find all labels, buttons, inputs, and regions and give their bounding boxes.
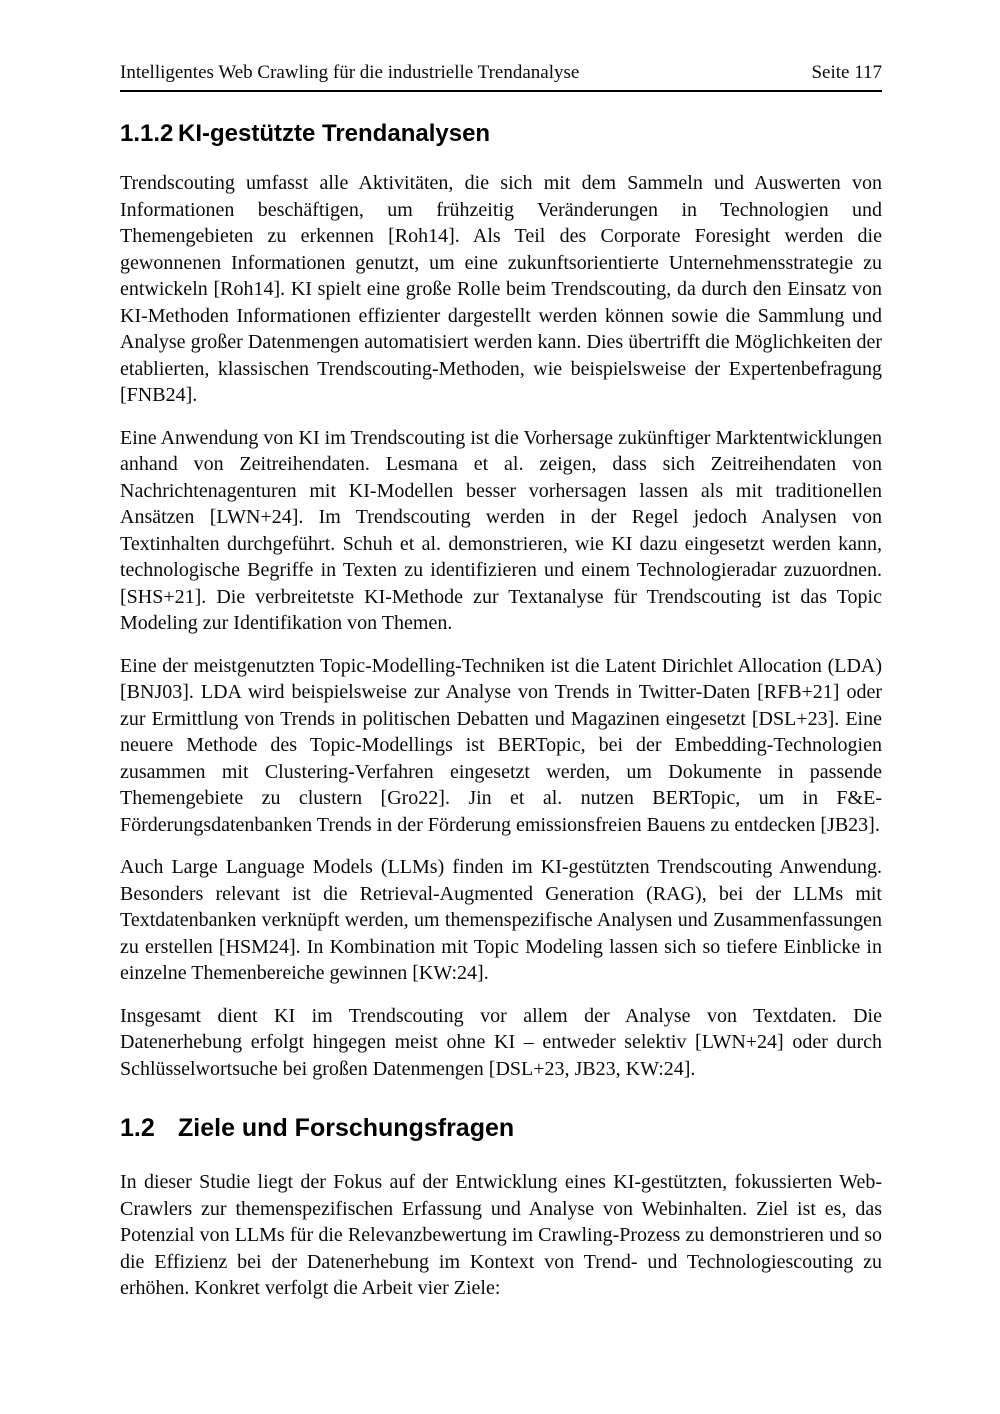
- paragraph: In dieser Studie liegt der Fokus auf der Entwicklung eines KI-gestützten, fokussierten Web-Crawlers zur themenspezifischen Erfassung und Analyse von Webinhalten. Ziel ist es, das Potenzial von LLMs für die Relevanzbewertung im Crawling-Prozess zu demonstrieren und so die Effizienz bei der Datenerhebung im Kontext von Trend- und Technologiescouting zu erhöhen. Konkret verfolgt die Arbeit vier Ziele:: [120, 1171, 882, 1299]
- section-heading-1-2: [120, 1114, 882, 1143]
- page-content: [120, 120, 882, 1302]
- paragraph: Eine Anwendung von KI im Trendscouting ist die Vorhersage zukünftiger Marktentwicklungen anhand von Zeitreihendaten. Lesmana et al. zeigen, dass sich Zeitreihendaten von Nachrichtenagenturen mit KI-Modellen besser vorhersagen lassen als mit traditionellen Ansätzen [LWN+24]. Im Trendscouting werden in der Regel jedoch Analysen von Textinhalten durchgeführt. Schuh et al. demonstrieren, wie KI dazu eingesetzt werden kann, technologische Begriffe in Texten zu identifizieren und einem Technologieradar zuzuordnen. [SHS+21]. Die verbreitetste KI-Methode zur Textanalyse für Trendscouting ist das Topic Modeling zur Identifikation von Themen.: [120, 426, 882, 634]
- section-heading-1-1-2: [120, 120, 882, 148]
- section-title: Ziele und Forschungsfragen: [178, 1114, 515, 1142]
- section-title: KI-gestützte Trendanalysen: [178, 120, 491, 147]
- page-number: Seite 117: [811, 62, 882, 83]
- section-number: 1.2: [120, 1114, 155, 1142]
- page-header: [120, 62, 882, 92]
- paragraph: Trendscouting umfasst alle Aktivitäten, die sich mit dem Sammeln und Auswerten von Informationen beschäftigen, um frühzeitig Veränderungen in Technologien und Themengebieten zu erkennen [Roh14]. Als Teil des Corporate Foresight werden die gewonnenen Informationen genutzt, um eine zukunftsorientierte Unternehmensstrategie zu entwickeln [Roh14]. KI spielt eine große Rolle beim Trendscouting, da durch den Einsatz von KI-Methoden Informationen effizienter dargestellt werden können sowie die Sammlung und Analyse großer Datenmengen automatisiert werden kann. Dies übertrifft die Möglichkeiten der etablierten, klassischen Trendscouting-Methoden, wie beispielsweise der Expertenbefragung [FNB24].: [120, 172, 882, 406]
- paragraph: Eine der meistgenutzten Topic-Modelling-Techniken ist die Latent Dirichlet Allocation (LDA) [BNJ03]. LDA wird beispielsweise zur Analyse von Trends in Twitter-Daten [RFB+21] oder zur Ermittlung von Trends in politischen Debatten und Magazinen eingesetzt [DSL+23]. Eine neuere Methode des Topic-Modellings ist BERTopic, bei der Embedding-Technologien zusammen mit Clustering-Verfahren eingesetzt werden, um Dokumente in passende Themengebiete zu clustern [Gro22]. Jin et al. nutzen BERTopic, um in F&E-Förderungsdatenbanken Trends in der Förderung emissionsfreien Bauens zu entdecken [JB23].: [120, 654, 882, 836]
- paragraph: Insgesamt dient KI im Trendscouting vor allem der Analyse von Textdaten. Die Datenerhebung erfolgt hingegen meist ohne KI – entweder selektiv [LWN+24] oder durch Schlüsselwortsuche bei großen Datenmengen [DSL+23, JB23, KW:24].: [120, 1004, 882, 1080]
- section-number: 1.1.2: [120, 120, 174, 147]
- running-title: Intelligentes Web Crawling für die industrielle Trendanalyse: [120, 62, 580, 83]
- paragraph: Auch Large Language Models (LLMs) finden im KI-gestützten Trendscouting Anwendung. Besonders relevant ist die Retrieval-Augmented Generation (RAG), bei der LLMs mit Textdatenbanken verknüpft werden, um themenspezifische Analysen und Zusammenfassungen zu erstellen [HSM24]. In Kombination mit Topic Modeling lassen sich so tiefere Einblicke in einzelne Themenbereiche gewinnen [KW:24].: [120, 856, 882, 984]
